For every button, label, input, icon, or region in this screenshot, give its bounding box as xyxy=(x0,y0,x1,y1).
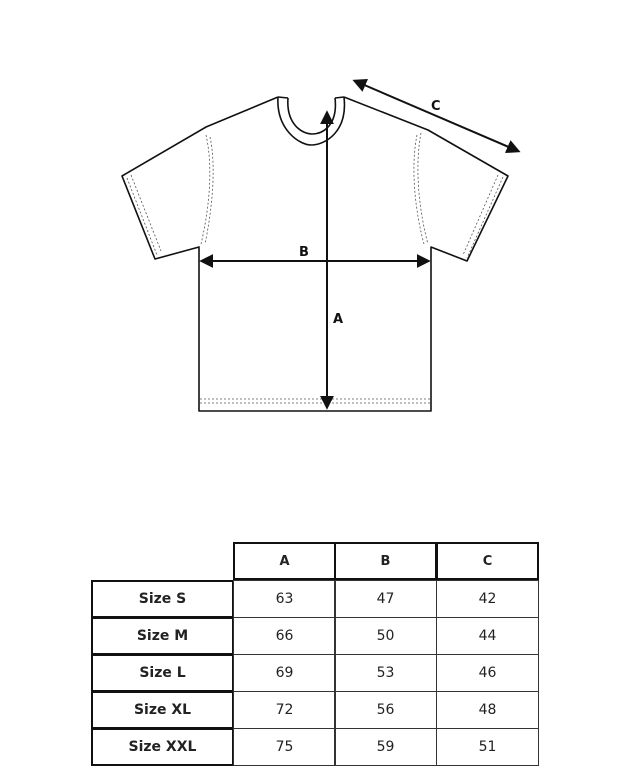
size-value-cell: 47 xyxy=(334,580,437,618)
size-value-cell: 75 xyxy=(233,728,336,766)
size-value-cell: 48 xyxy=(436,691,539,729)
size-value-cell: 50 xyxy=(334,617,437,655)
size-row-label: Size XL xyxy=(91,691,234,729)
size-value-cell: 69 xyxy=(233,654,336,692)
size-value-cell: 44 xyxy=(436,617,539,655)
size-row-label: Size M xyxy=(91,617,234,655)
size-row-label: Size XXL xyxy=(91,728,234,766)
label-c: C xyxy=(431,99,441,114)
size-value-cell: 53 xyxy=(334,654,437,692)
tshirt-stitching xyxy=(127,133,503,403)
size-value-cell: 46 xyxy=(436,654,539,692)
column-header-2: C xyxy=(436,542,539,580)
size-value-cell: 59 xyxy=(334,728,437,766)
label-b: B xyxy=(299,245,309,260)
label-a: A xyxy=(333,312,344,327)
column-header-0: A xyxy=(233,542,336,580)
size-value-cell: 51 xyxy=(436,728,539,766)
size-value-cell: 66 xyxy=(233,617,336,655)
size-row-label: Size L xyxy=(91,654,234,692)
size-row-label: Size S xyxy=(91,580,234,618)
size-value-cell: 72 xyxy=(233,691,336,729)
column-header-1: B xyxy=(334,542,437,580)
size-value-cell: 42 xyxy=(436,580,539,618)
tshirt-outline-icon xyxy=(122,97,508,411)
size-value-cell: 56 xyxy=(334,691,437,729)
size-value-cell: 63 xyxy=(233,580,336,618)
size-chart-table xyxy=(91,542,539,768)
measure-arrow-c xyxy=(355,81,518,151)
